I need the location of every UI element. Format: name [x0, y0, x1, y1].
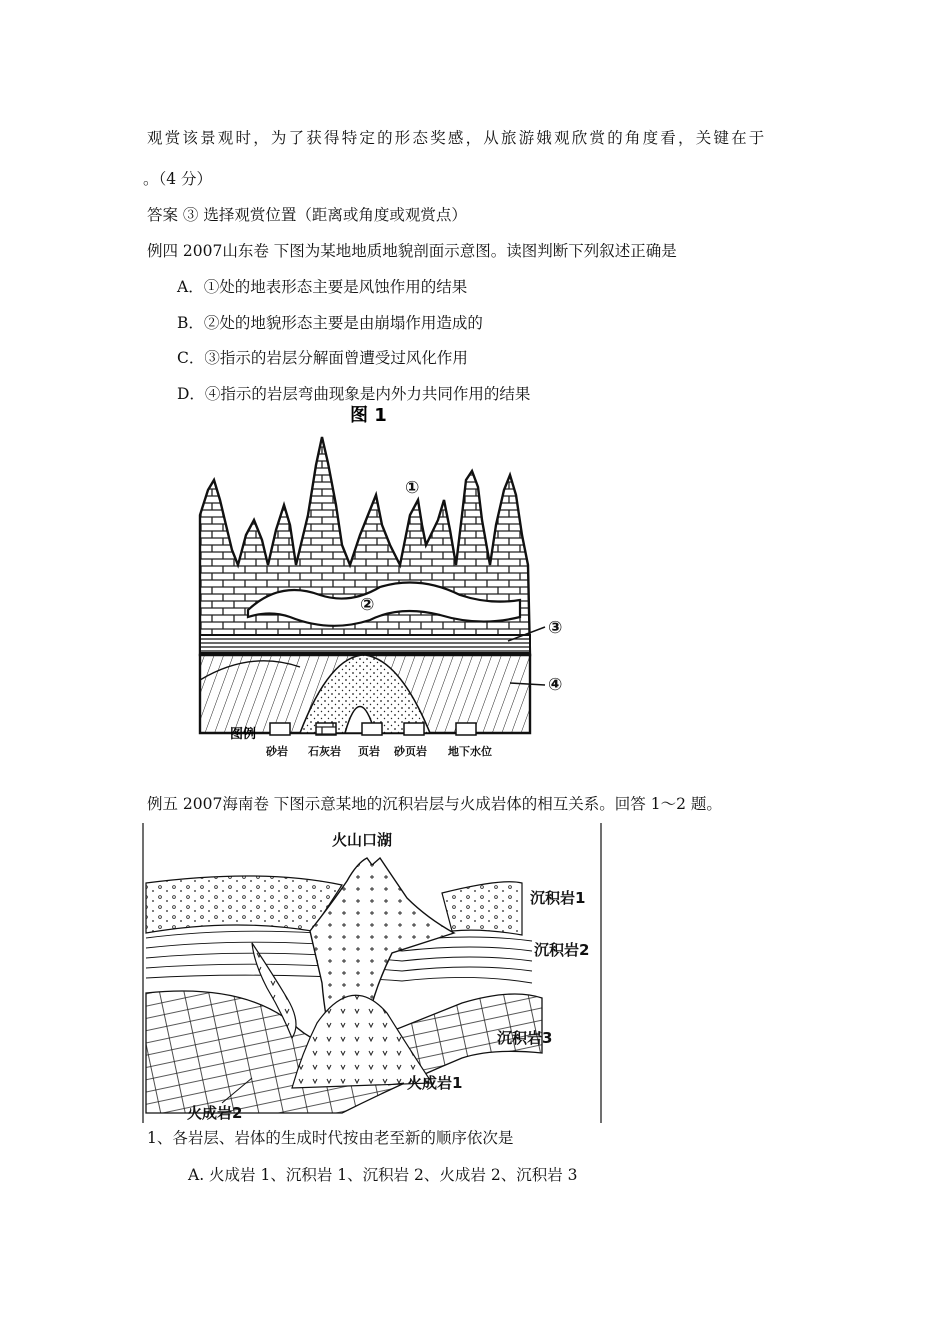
- marker-3: ③: [548, 618, 563, 638]
- example4-heading: 例四 2007山东卷 下图为某地地质地貌剖面示意图。读图判断下列叙述正确是: [147, 242, 677, 260]
- label-sed1: 沉积岩1: [530, 889, 586, 907]
- option-b: B．②处的地貌形态主要是由崩塌作用造成的: [177, 314, 483, 332]
- legend-label-1: 砂岩: [266, 745, 288, 758]
- label-crater-lake: 火山口湖: [332, 831, 393, 849]
- legend-title: 图例: [230, 727, 257, 742]
- geology-profile-figure: [190, 405, 570, 775]
- legend-label-2: 石灰岩: [308, 745, 341, 758]
- label-ign2: 火成岩2: [187, 1104, 243, 1122]
- figure1-title-fragment: 图 1: [350, 405, 387, 426]
- legend-label-3: 页岩: [358, 745, 380, 758]
- label-sed3: 沉积岩3: [497, 1029, 553, 1047]
- score-note: 。（4 分）: [143, 170, 213, 188]
- label-ign1: 火成岩1: [407, 1074, 463, 1092]
- marker-4: ④: [548, 675, 563, 695]
- option-a: A．①处的地表形态主要是风蚀作用的结果: [177, 278, 468, 296]
- question-1-option-a: A. 火成岩 1、沉积岩 1、沉积岩 2、火成岩 2、沉积岩 3: [188, 1166, 578, 1184]
- legend-label-5: 地下水位: [448, 745, 492, 758]
- marker-2: ②: [360, 595, 375, 615]
- question-1: 1、各岩层、岩体的生成时代按由老至新的顺序依次是: [147, 1129, 514, 1147]
- answer-line: 答案 ③ 选择观赏位置（距离或角度或观赏点）: [147, 206, 467, 224]
- legend-label-4: 砂页岩: [394, 745, 427, 758]
- question-stem-line: 观赏该景观时，为了获得特定的形态奖感，从旅游娥观欣赏的角度看，关键在于: [147, 129, 767, 147]
- option-d: D．④指示的岩层弯曲现象是内外力共同作用的结果: [177, 385, 531, 403]
- option-c: C．③指示的岩层分解面曾遭受过风化作用: [177, 349, 468, 367]
- marker-1: ①: [405, 478, 420, 498]
- strata-igneous-figure: [142, 823, 612, 1123]
- example5-heading: 例五 2007海南卷 下图示意某地的沉积岩层与火成岩体的相互关系。回答 1～2 题。: [147, 795, 722, 813]
- label-sed2: 沉积岩2: [534, 941, 590, 959]
